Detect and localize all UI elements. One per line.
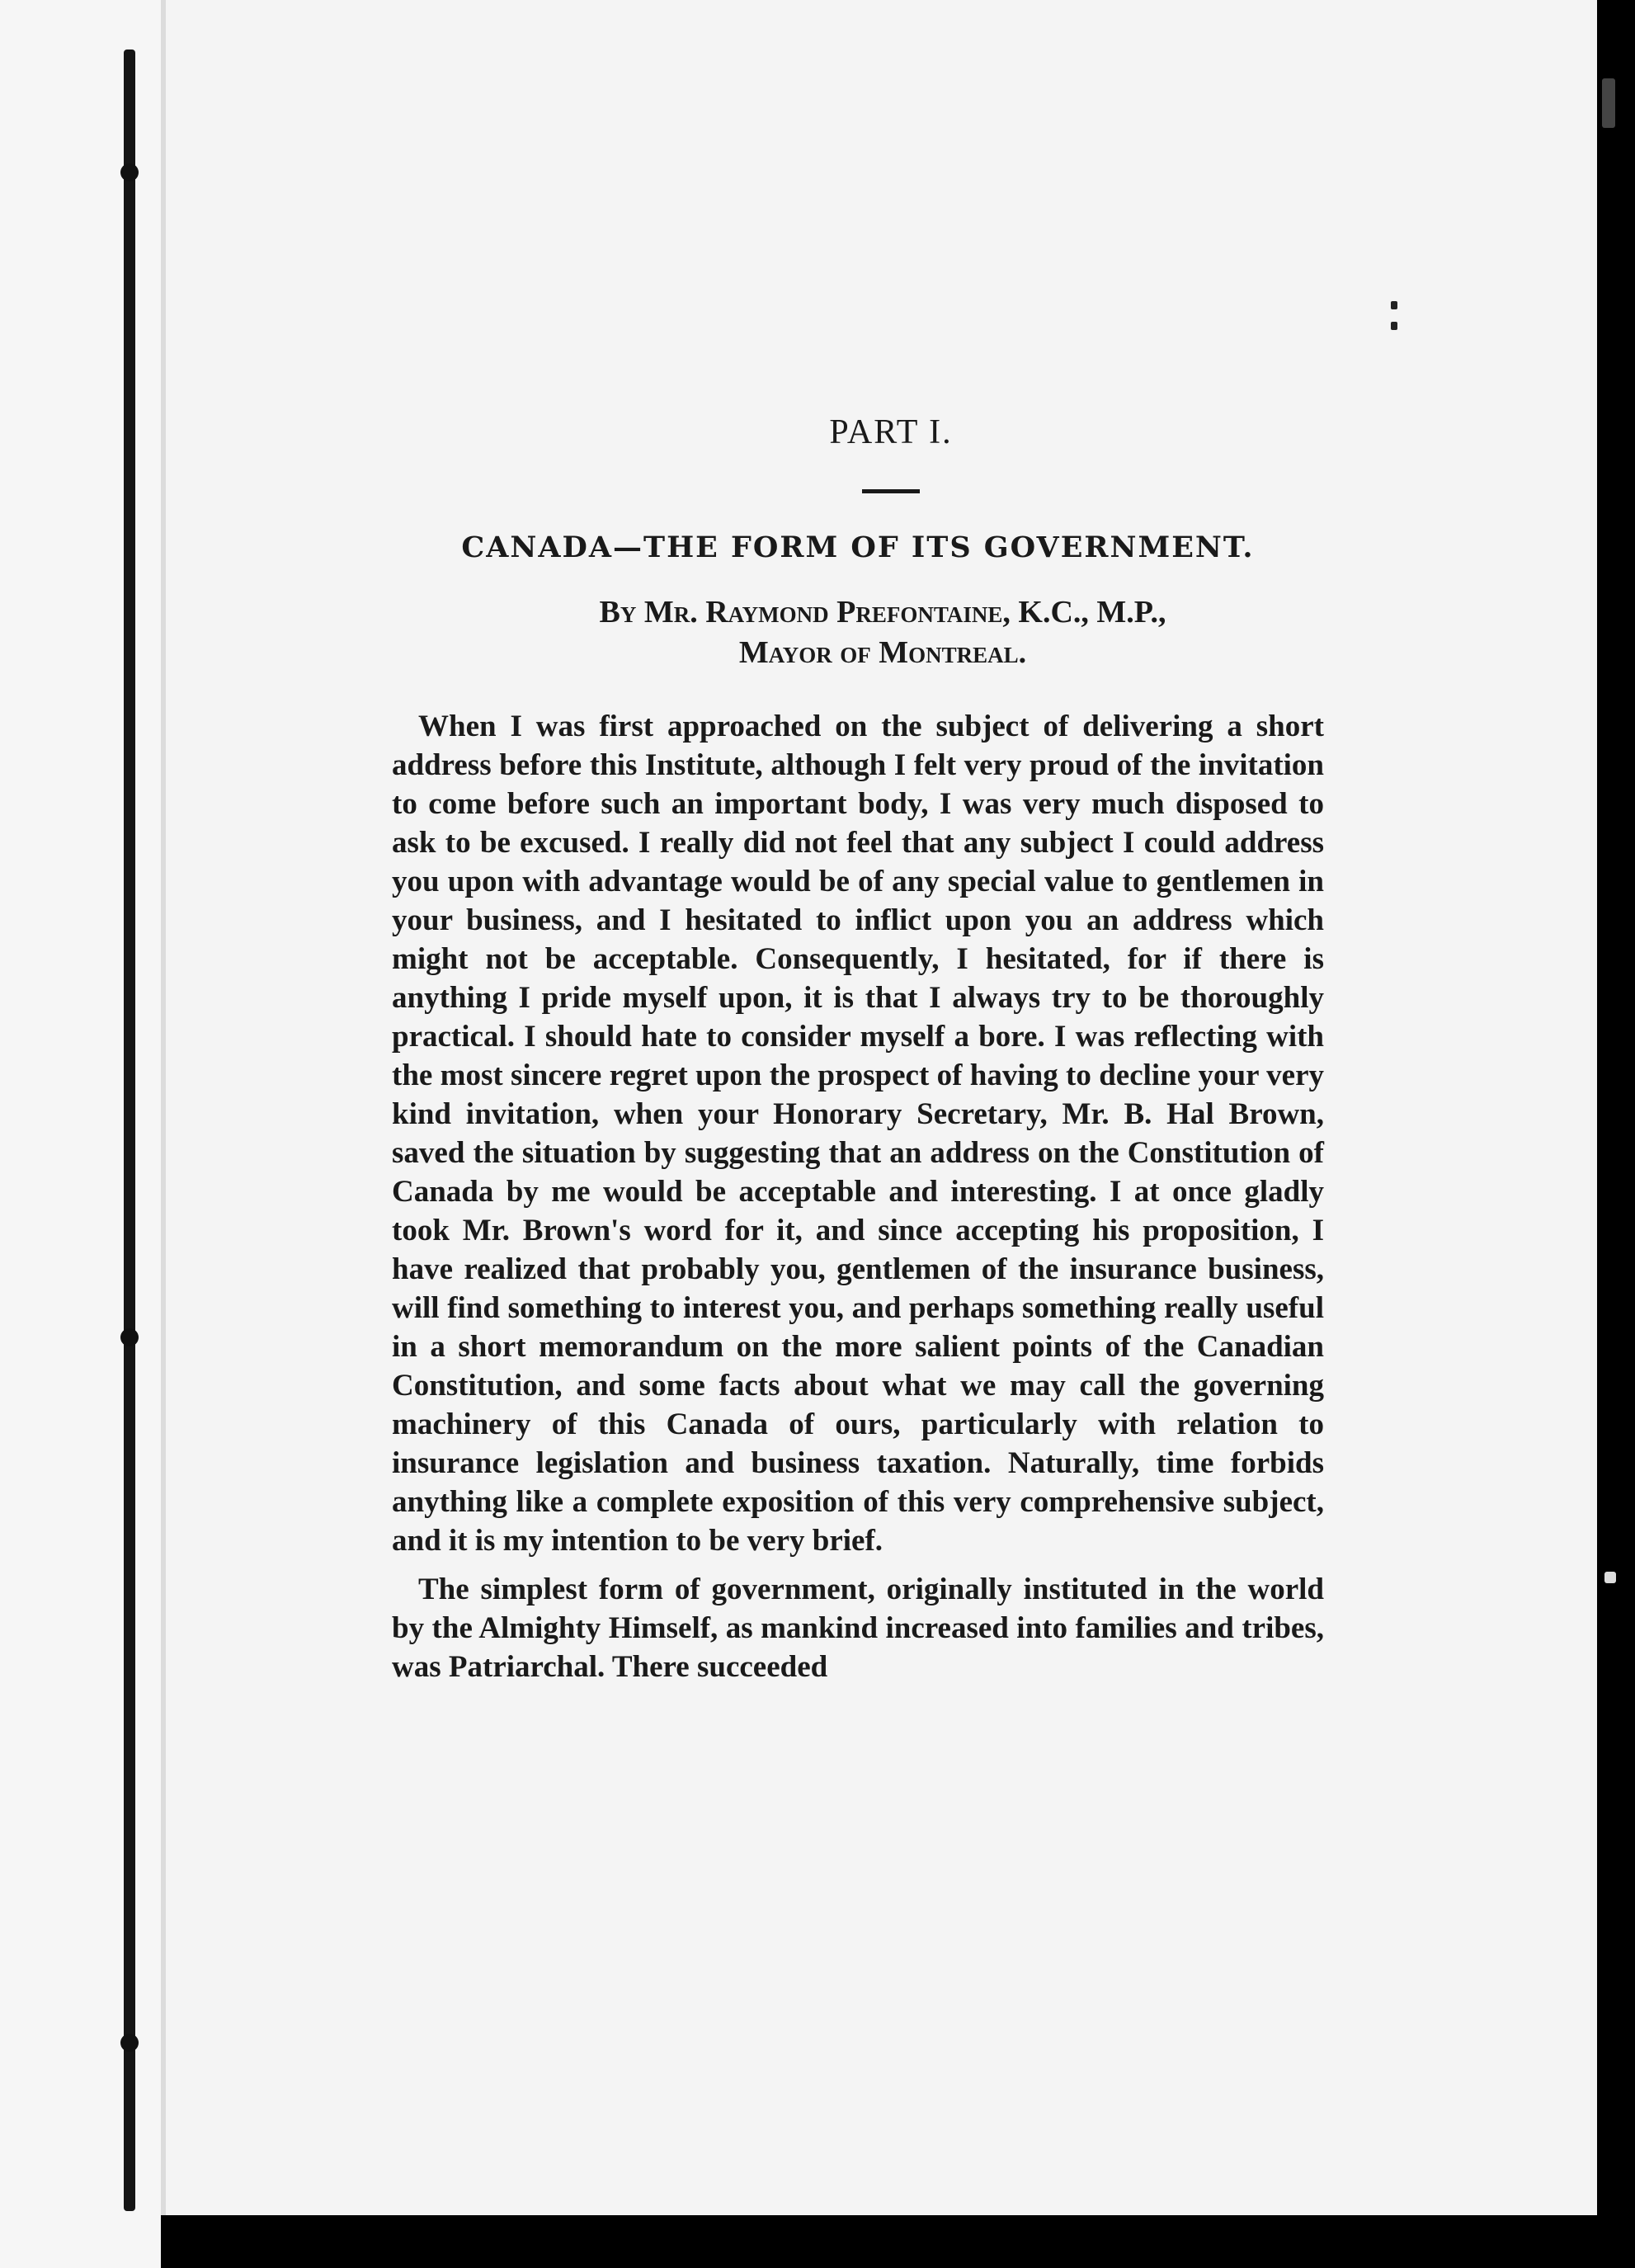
article	[392, 413, 1324, 1696]
page-edge-mark	[1604, 1572, 1616, 1583]
binding-spine	[124, 50, 135, 2211]
part-heading: PART I.	[829, 413, 953, 451]
article-title: CANADA—THE FORM OF ITS GOVERNMENT.	[461, 530, 1255, 564]
scan-speck	[1391, 301, 1397, 309]
facing-page-edge	[0, 0, 161, 2268]
scan-speck	[1391, 322, 1397, 330]
byline-author: By Mr. Raymond Prefontaine, K.C., M.P.,	[599, 595, 1166, 629]
binding-mark	[120, 1328, 139, 1346]
paragraph: When I was first approached on the subject of delivering a short address before this Institute, although I felt very proud of the invitation to come before such an important body, I was very much disposed to ask to be excused. I really did not feel that any subject I could address you upon with advantage would be of any special value to gentlemen in your business, and I hesitated to inflict upon you an address which might not be acceptable. Consequently, I hesitated, for if there is anything I pride myself upon, it is that I always try to be thoroughly practical. I should hate to consider myself a bore. I was reflecting with the most sincere regret upon the prospect of having to decline your very kind invitation, when your Honorary Secretary, Mr. B. Hal Brown, saved the situation by suggesting that an address on the Constitution of Canada by me would be acceptable and interesting. I at once gladly took Mr. Brown's word for it, and since accepting his proposition, I have realized that probably you, gentlemen of the insurance business, will find something to interest you, and perhaps something really useful in a short memorandum on the more salient points of the Canadian Constitution, and some facts about what we may call the governing machinery of this Canada of ours, particularly with relation to insurance legislation and business taxation. Naturally, time forbids anything like a complete exposition of this very comprehensive subject, and it is my intention to be very brief.	[392, 709, 1324, 1558]
heading-rule	[862, 489, 920, 493]
byline	[441, 592, 1324, 674]
binding-mark	[120, 163, 139, 182]
article-body	[392, 707, 1324, 1686]
page-edge-mark	[1602, 78, 1615, 128]
byline-title: Mayor of Montreal.	[738, 635, 1027, 671]
binding-mark	[120, 2034, 139, 2052]
paragraph: The simplest form of government, originally instituted in the world by the Almighty Himself, as mankind increased into families and tribes, was Patriarchal. There succeeded	[392, 1572, 1324, 1684]
